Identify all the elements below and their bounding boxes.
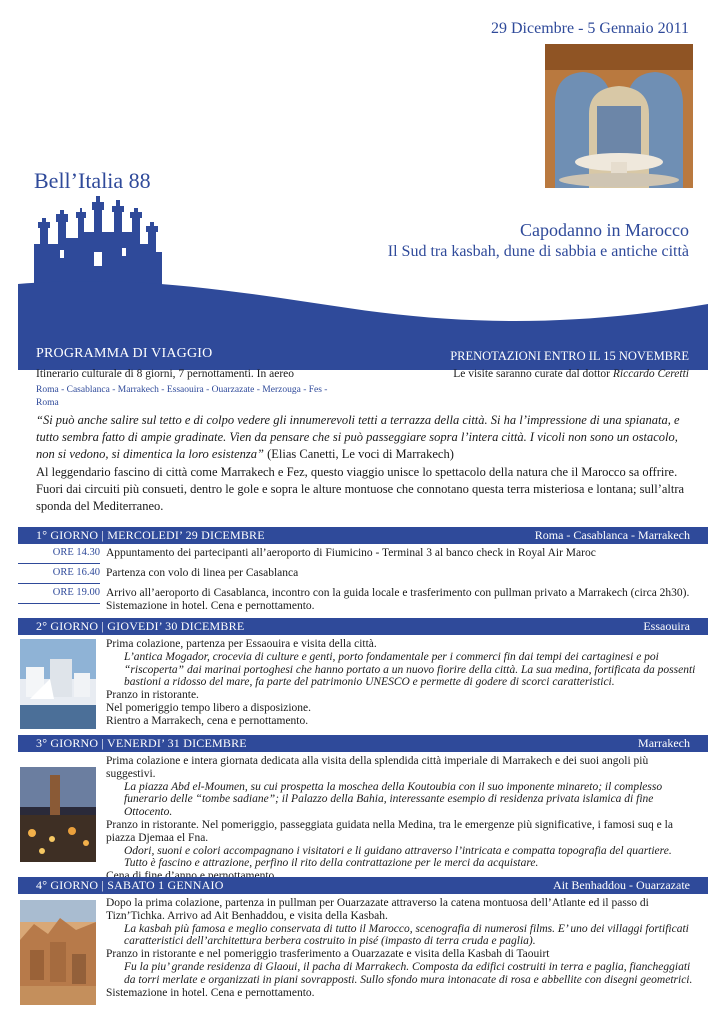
day-line: Pranzo in ristorante. Nel pomeriggio, passeggiata guidata nella Medina, tra le emergenze più significative, i famosi suq e la piazza Djemaa el Fna. (106, 818, 673, 844)
time-description: Partenza con volo di linea per Casablanca (106, 567, 299, 579)
day-line-italic: L’antica Mogador, crocevia di culture e genti, porto fondamentale per i commerci fin dai tempi dei cartaginesi e poi “riscoperta” dai marinai portoghesi che hanno portato a un nuovo fiorire della città. La sua medina, fortificata da possenti bastioni a ridosso del mare, fa parte del patrimonio UNESCO e permette di godere di scorci caratteristici. (124, 650, 696, 689)
day-description (106, 638, 696, 728)
day-line: Dopo la prima colazione, partenza in pullman per Ouarzazate attraverso la catena montuosa dell’Atlante ed il passo di Tizn’Tichka. Arrivo ad Ait Benhaddou, e visita della Kasbah. (106, 897, 649, 922)
day-route: Ait Benhaddou - Ouarzazate (553, 878, 690, 892)
day-line: Prima colazione e intera giornata dedicata alla visita della splendida città imperiale di Marrakech e dei suoi angoli più suggestivi. (106, 755, 649, 780)
program-heading: PROGRAMMA DI VIAGGIO (36, 346, 213, 361)
day-title: 3° GIORNO | VENERDI’ 31 DICEMBRE (36, 736, 247, 750)
day-route: Roma - Casablanca - Marrakech (534, 528, 690, 542)
day-line-italic: Odori, suoni e colori accompagnano i visitatori e li guidano attraverso l’intricata e compatta topografia del quartiere. Tutto è fascino e attrazione, perfino il rito della contrattazione per le merci da acquistare. (124, 844, 672, 870)
intro-paragraph: Al leggendario fascino di città come Marrakech e Fez, questo viaggio unisce lo spettacolo della natura che il Marocco sa offrire. Fuori dai circuiti più consueti, dentro le gole e sopra le alture montuose che connotano questa terra misteriosa e lontana; sull’altra sponda del Mediterraneo. (36, 465, 685, 513)
photo-essaouira (20, 639, 96, 729)
photo-kasbah (20, 900, 96, 1005)
brand-name: Bell’Italia 88 (34, 168, 151, 193)
photo-marrakech (20, 767, 96, 862)
day-title: 4° GIORNO | SABATO 1 GENNAIO (36, 878, 224, 892)
day-line: Prima colazione, partenza per Essaouira e visita della città. (106, 638, 377, 650)
quote-text: “Si può anche salire sul tetto e di colpo vedere gli innumerevoli tetti a terrazza della città. Si ha l’impressione di una spianata, e tutto sembra fatto di ampie gradinate. Vien da pensare che si può passeggiare sopra l’intera città. I vicoli non sono un ostacolo, non si vedono, si dimentica la loro esistenza” (36, 413, 680, 461)
day-header (18, 527, 708, 544)
itinerary-summary: Itinerario culturale di 8 giorni, 7 pernottamenti. In aereo (36, 368, 295, 380)
day-header (18, 618, 708, 635)
day-route: Essaouira (643, 619, 690, 633)
day-description (106, 755, 696, 883)
day-header (18, 735, 708, 752)
day-title: 2° GIORNO | GIOVEDI’ 30 DICEMBRE (36, 619, 245, 633)
time-label: ORE 19.00 (18, 587, 100, 604)
day-line-italic: La piazza Abd el-Moumen, su cui prospetta la moschea della Koutoubia con il suo imponente minareto; il complesso funerario delle “tombe sadiane”; il Palazzo della Bahia, interessante esempio di residenza privata islamica di fine Ottocento. (124, 780, 663, 819)
trip-subtitle: Il Sud tra kasbah, dune di sabbia e antiche città (387, 243, 689, 260)
time-label: ORE 14.30 (18, 547, 100, 564)
time-description: Appuntamento dei partecipanti all’aeroporto di Fiumicino - Terminal 3 al banco check in Royal Air Maroc (106, 547, 596, 559)
time-label: ORE 16.40 (18, 567, 100, 584)
day-line: Pranzo in ristorante. (106, 689, 199, 702)
hero-photo-fountain (545, 44, 693, 188)
time-description: Arrivo all’aeroporto di Casablanca, incontro con la guida locale e trasferimento con pullman privato a Marrakech (circa 2h30). Sistemazione in hotel. Cena e pernottamento. (106, 587, 690, 612)
quote-source: (Elias Canetti, Le voci di Marrakech) (264, 447, 454, 461)
canetti-quote (36, 412, 690, 463)
day-line: Rientro a Marrakech, cena e pernottamento. (106, 714, 309, 727)
day-header (18, 877, 708, 894)
day-line: Sistemazione in hotel. Cena e pernottamento. (106, 986, 315, 999)
trip-title: Capodanno in Marocco (520, 220, 689, 240)
booking-deadline: PRENOTAZIONI ENTRO IL 15 NOVEMBRE (450, 349, 689, 363)
day-title: 1° GIORNO | MERCOLEDI’ 29 DICEMBRE (36, 528, 265, 542)
guide-note-prefix: Le visite saranno curate dal dottor (453, 368, 613, 380)
day-description (106, 897, 696, 999)
day-line: Nel pomeriggio tempo libero a disposizione. (106, 701, 312, 714)
guide-name: Riccardo Ceretti (612, 368, 689, 380)
guide-note (453, 368, 689, 380)
day-route: Marrakech (638, 736, 690, 750)
day-line-italic: Fu la piu’ grande residenza di Glaoui, il pacha di Marrakech. Composta da edifici costruiti in terra e paglia, fiancheggiati da torri merlate e organizzati in piani sovrapposti. Sullo sfondo mura intonacate di rosa e abbellite con disegni geometrici. (124, 960, 693, 986)
day-line-italic: La kasbah più famosa e meglio conservata di tutto il Marocco, scenografia di numerosi films. E’ uno dei villaggi fortificati caratteristici dell’architettura berbera costruito in pisé (impasto di terra cruda e paglia). (124, 922, 689, 948)
trip-dates: 29 Dicembre - 5 Gennaio 2011 (490, 20, 689, 37)
itinerary-cities: Roma - Casablanca - Marrakech - Essaouira - Ouarzazate - Merzouga - Fes - Roma (36, 385, 328, 408)
day-line: Pranzo in ristorante e nel pomeriggio trasferimento a Ouarzazate e visita della Kasbah di Taouirt (106, 948, 550, 961)
